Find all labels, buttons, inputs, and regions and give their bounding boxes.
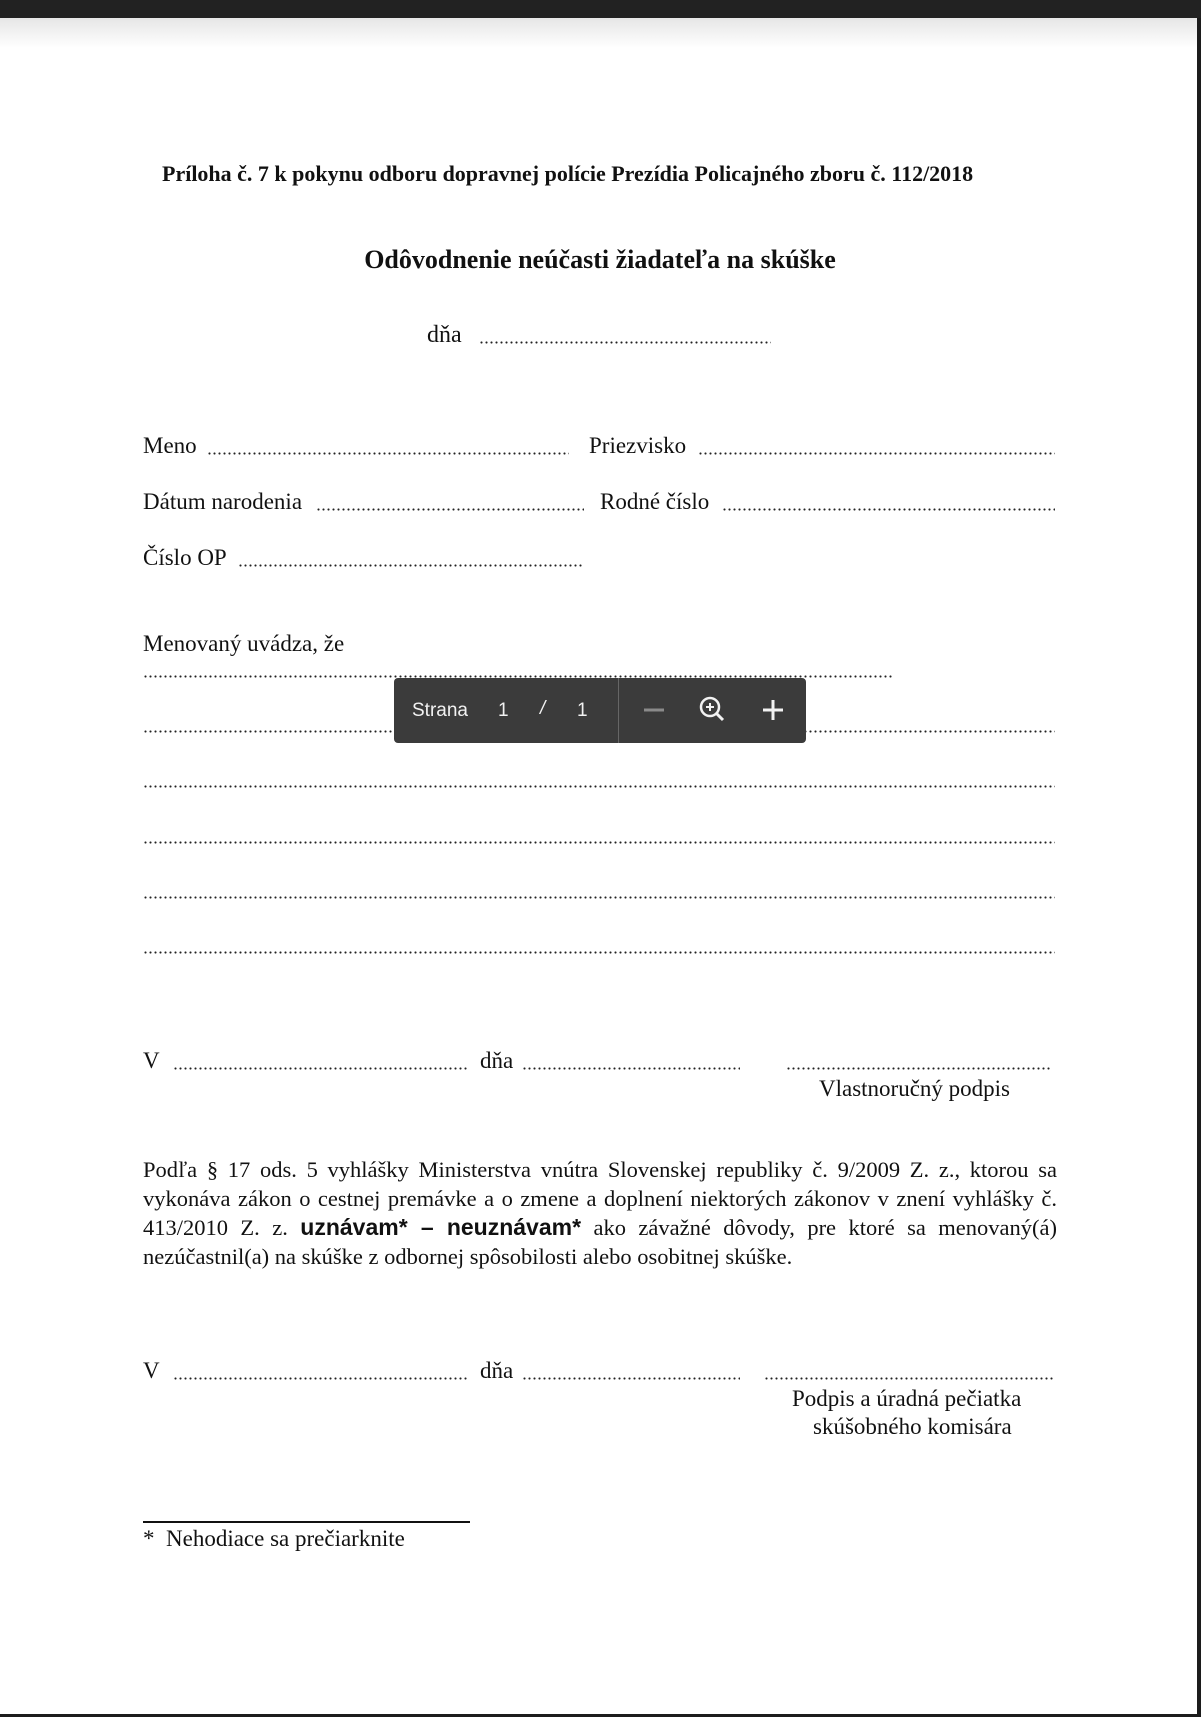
pdf-page <box>0 48 1196 1712</box>
date-label: dňa <box>427 322 462 348</box>
toolbar-divider <box>618 678 619 743</box>
priezvisko-label: Priezvisko <box>589 433 687 458</box>
applicant-signature-caption: Vlastnoručný podpis <box>819 1076 1011 1101</box>
commissioner-date-label: dňa <box>480 1358 514 1383</box>
page-separator: / <box>540 698 546 719</box>
paragraph-text-before: Podľa § 17 ods. 5 vyhlášky Ministerstva vnútra Slovenskej republiky č. 9/2009 Z. z., ktorou sa vykonáva zákon o cestnej premávke a o zmene a doplnení niektorých zákonov v znení vyhlášky č. 413/2010 Z. z. <box>143 1157 1057 1240</box>
rodne-cislo-label: Rodné číslo <box>600 489 710 514</box>
minus-icon <box>634 690 674 730</box>
current-page-input[interactable]: 1 <box>498 700 509 721</box>
statement-line-4 <box>143 841 1055 844</box>
footnote-rule <box>143 1521 470 1523</box>
paragraph-text-after: ako závažné dôvody, pre ktoré sa menovaný(á) nezúčastnil(a) na skúške z odbornej spôsobilosti alebo osobitnej skúške. <box>143 1215 1057 1269</box>
pdf-viewer-toolbar <box>394 678 806 743</box>
commissioner-date-field <box>522 1377 740 1380</box>
statement-label: Menovaný uvádza, že <box>143 631 345 656</box>
applicant-signature-line <box>786 1067 1051 1070</box>
legal-paragraph <box>143 1156 1057 1271</box>
commissioner-signature-caption-1: Podpis a úradná pečiatka <box>792 1386 1022 1411</box>
commissioner-signature-caption-2: skúšobného komisára <box>813 1414 1012 1439</box>
cislo-op-field <box>238 564 583 567</box>
datum-narodenia-field <box>316 508 584 511</box>
plus-icon <box>753 690 793 730</box>
applicant-date-label: dňa <box>480 1048 514 1073</box>
cislo-op-label: Číslo OP <box>143 545 227 570</box>
paragraph-bold-text: uznávam* – neuznávam* <box>300 1214 582 1240</box>
applicant-place-label: V <box>143 1048 160 1073</box>
commissioner-signature-line <box>764 1377 1053 1380</box>
applicant-date-field <box>522 1067 740 1070</box>
zoom-icon <box>692 690 732 730</box>
statement-line-3 <box>143 785 1055 788</box>
total-pages: 1 <box>577 700 588 721</box>
applicant-place-field <box>173 1067 468 1070</box>
date-dotted-line <box>479 341 771 344</box>
top-shadow <box>0 18 1201 48</box>
priezvisko-field <box>698 452 1055 455</box>
footnote: * Nehodiace sa prečiarknite <box>143 1526 405 1551</box>
zoom-button[interactable] <box>692 690 732 730</box>
page-label: Strana <box>412 700 468 721</box>
statement-line-6 <box>143 951 1055 954</box>
page-title: Odôvodnenie neúčasti žiadateľa na skúške <box>364 245 836 274</box>
meno-label: Meno <box>143 433 197 458</box>
window-right-edge <box>1197 18 1201 1717</box>
zoom-in-button[interactable] <box>753 690 793 730</box>
statement-line-5 <box>143 896 1055 899</box>
window-top-bar <box>0 0 1201 18</box>
annex-heading: Príloha č. 7 k pokynu odboru dopravnej polície Prezídia Policajného zboru č. 112/2018 <box>162 161 974 186</box>
rodne-cislo-field <box>722 508 1055 511</box>
commissioner-place-field <box>173 1377 468 1380</box>
meno-field <box>207 452 569 455</box>
datum-narodenia-label: Dátum narodenia <box>143 489 303 514</box>
commissioner-place-label: V <box>143 1358 160 1383</box>
zoom-out-button[interactable] <box>634 690 674 730</box>
